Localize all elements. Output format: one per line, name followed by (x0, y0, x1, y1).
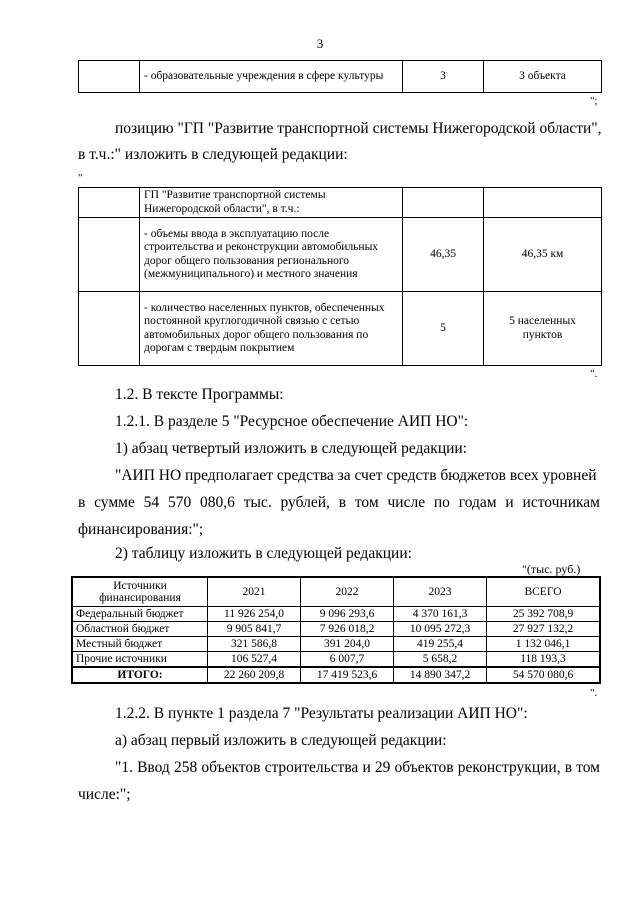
paragraph-line: позицию "ГП "Развитие транспортной системы Нижегородской области", (115, 120, 602, 137)
table-cell-text: - количество населенных пунктов, обеспеченных постоянной круглогодичной связью с сетью автомобильных дорог общего пользования по дорогам с твердым покрытием (140, 292, 403, 366)
table-cell-unit-value (484, 188, 602, 218)
finance-table (71, 576, 601, 684)
table-transport-system (78, 187, 602, 366)
paragraph-line: числе:"; (78, 786, 131, 803)
table-cell-text: - образовательные учреждения в сфере культуры (140, 61, 403, 93)
units-label: "(тыс. руб.) (522, 562, 581, 576)
table-cell-text: - объемы ввода в эксплуатацию после строительства и реконструкции автомобильных дорог общего пользования регионального (межмуниципального) и местного значения (140, 218, 403, 292)
table-row: Прочие источники 106 527,4 6 007,7 5 658,2 118 193,3 (72, 652, 600, 668)
table-row (79, 292, 602, 366)
header-2023: 2023 (394, 577, 487, 607)
page-number: 3 (316, 36, 324, 51)
table-cell-text: ГП "Развитие транспортной системы Нижегородской области", в т.ч.: (140, 188, 403, 218)
header-2021: 2021 (208, 577, 301, 607)
header-2022: 2022 (301, 577, 394, 607)
table-cell-unit-value: 5 населенных пунктов (484, 292, 602, 366)
paragraph-line: "1. Ввод 258 объектов строительства и 29 объектов реконструкции, в том (115, 759, 600, 776)
table-row: Областной бюджет 9 905 841,7 7 926 018,2 10 095 272,3 27 927 132,2 (72, 622, 600, 637)
table-row (79, 188, 602, 218)
paragraph-line: в сумме 54 570 080,6 тыс. рублей, в том числе по годам и источникам (78, 494, 600, 511)
section-heading: 1.2.2. В пункте 1 раздела 7 "Результаты реализации АИП НО": (115, 705, 528, 722)
table-header-row (72, 577, 600, 607)
table-cell-value: 5 (403, 292, 484, 366)
paragraph-line: "АИП НО предполагает средства за счет средств бюджетов всех уровней (115, 467, 597, 484)
header-total: ВСЕГО (487, 577, 601, 607)
section-heading: 1.2. В тексте Программы: (115, 386, 284, 403)
table-row (79, 218, 602, 292)
table-cell-unit-value: 3 объекта (484, 61, 602, 93)
table-row: Федеральный бюджет 11 926 254,0 9 096 293,6 4 370 161,3 25 392 708,9 (72, 607, 600, 622)
paragraph-line: в т.ч.:" изложить в следующей редакции: (78, 146, 348, 163)
section-heading: 1.2.1. В разделе 5 "Ресурсное обеспечение АИП НО": (115, 413, 469, 430)
paragraph-line: финансирования:"; (78, 521, 204, 538)
closing-quote: ". (590, 368, 598, 380)
empty-cell (79, 61, 140, 93)
table-cell-value (403, 188, 484, 218)
opening-quote: " (78, 172, 83, 184)
closing-quote: ". (590, 687, 598, 699)
table-cultural-objects (78, 60, 602, 93)
list-item: а) абзац первый изложить в следующей редакции: (115, 732, 447, 749)
list-item: 2) таблицу изложить в следующей редакции: (115, 545, 412, 562)
table-cell-unit-value: 46,35 км (484, 218, 602, 292)
table-cell-value: 3 (403, 61, 484, 93)
total-label: ИТОГО: (72, 667, 208, 683)
table-cell-value: 46,35 (403, 218, 484, 292)
table-row: Местный бюджет 321 586,8 391 204,0 419 255,4 1 132 046,1 (72, 637, 600, 652)
table-total-row: ИТОГО: 22 260 209,8 17 419 523,6 14 890 347,2 54 570 080,6 (72, 667, 600, 683)
list-item: 1) абзац четвертый изложить в следующей редакции: (115, 440, 468, 457)
header-source: Источники финансирования (72, 577, 208, 607)
closing-quote: "; (590, 95, 598, 107)
